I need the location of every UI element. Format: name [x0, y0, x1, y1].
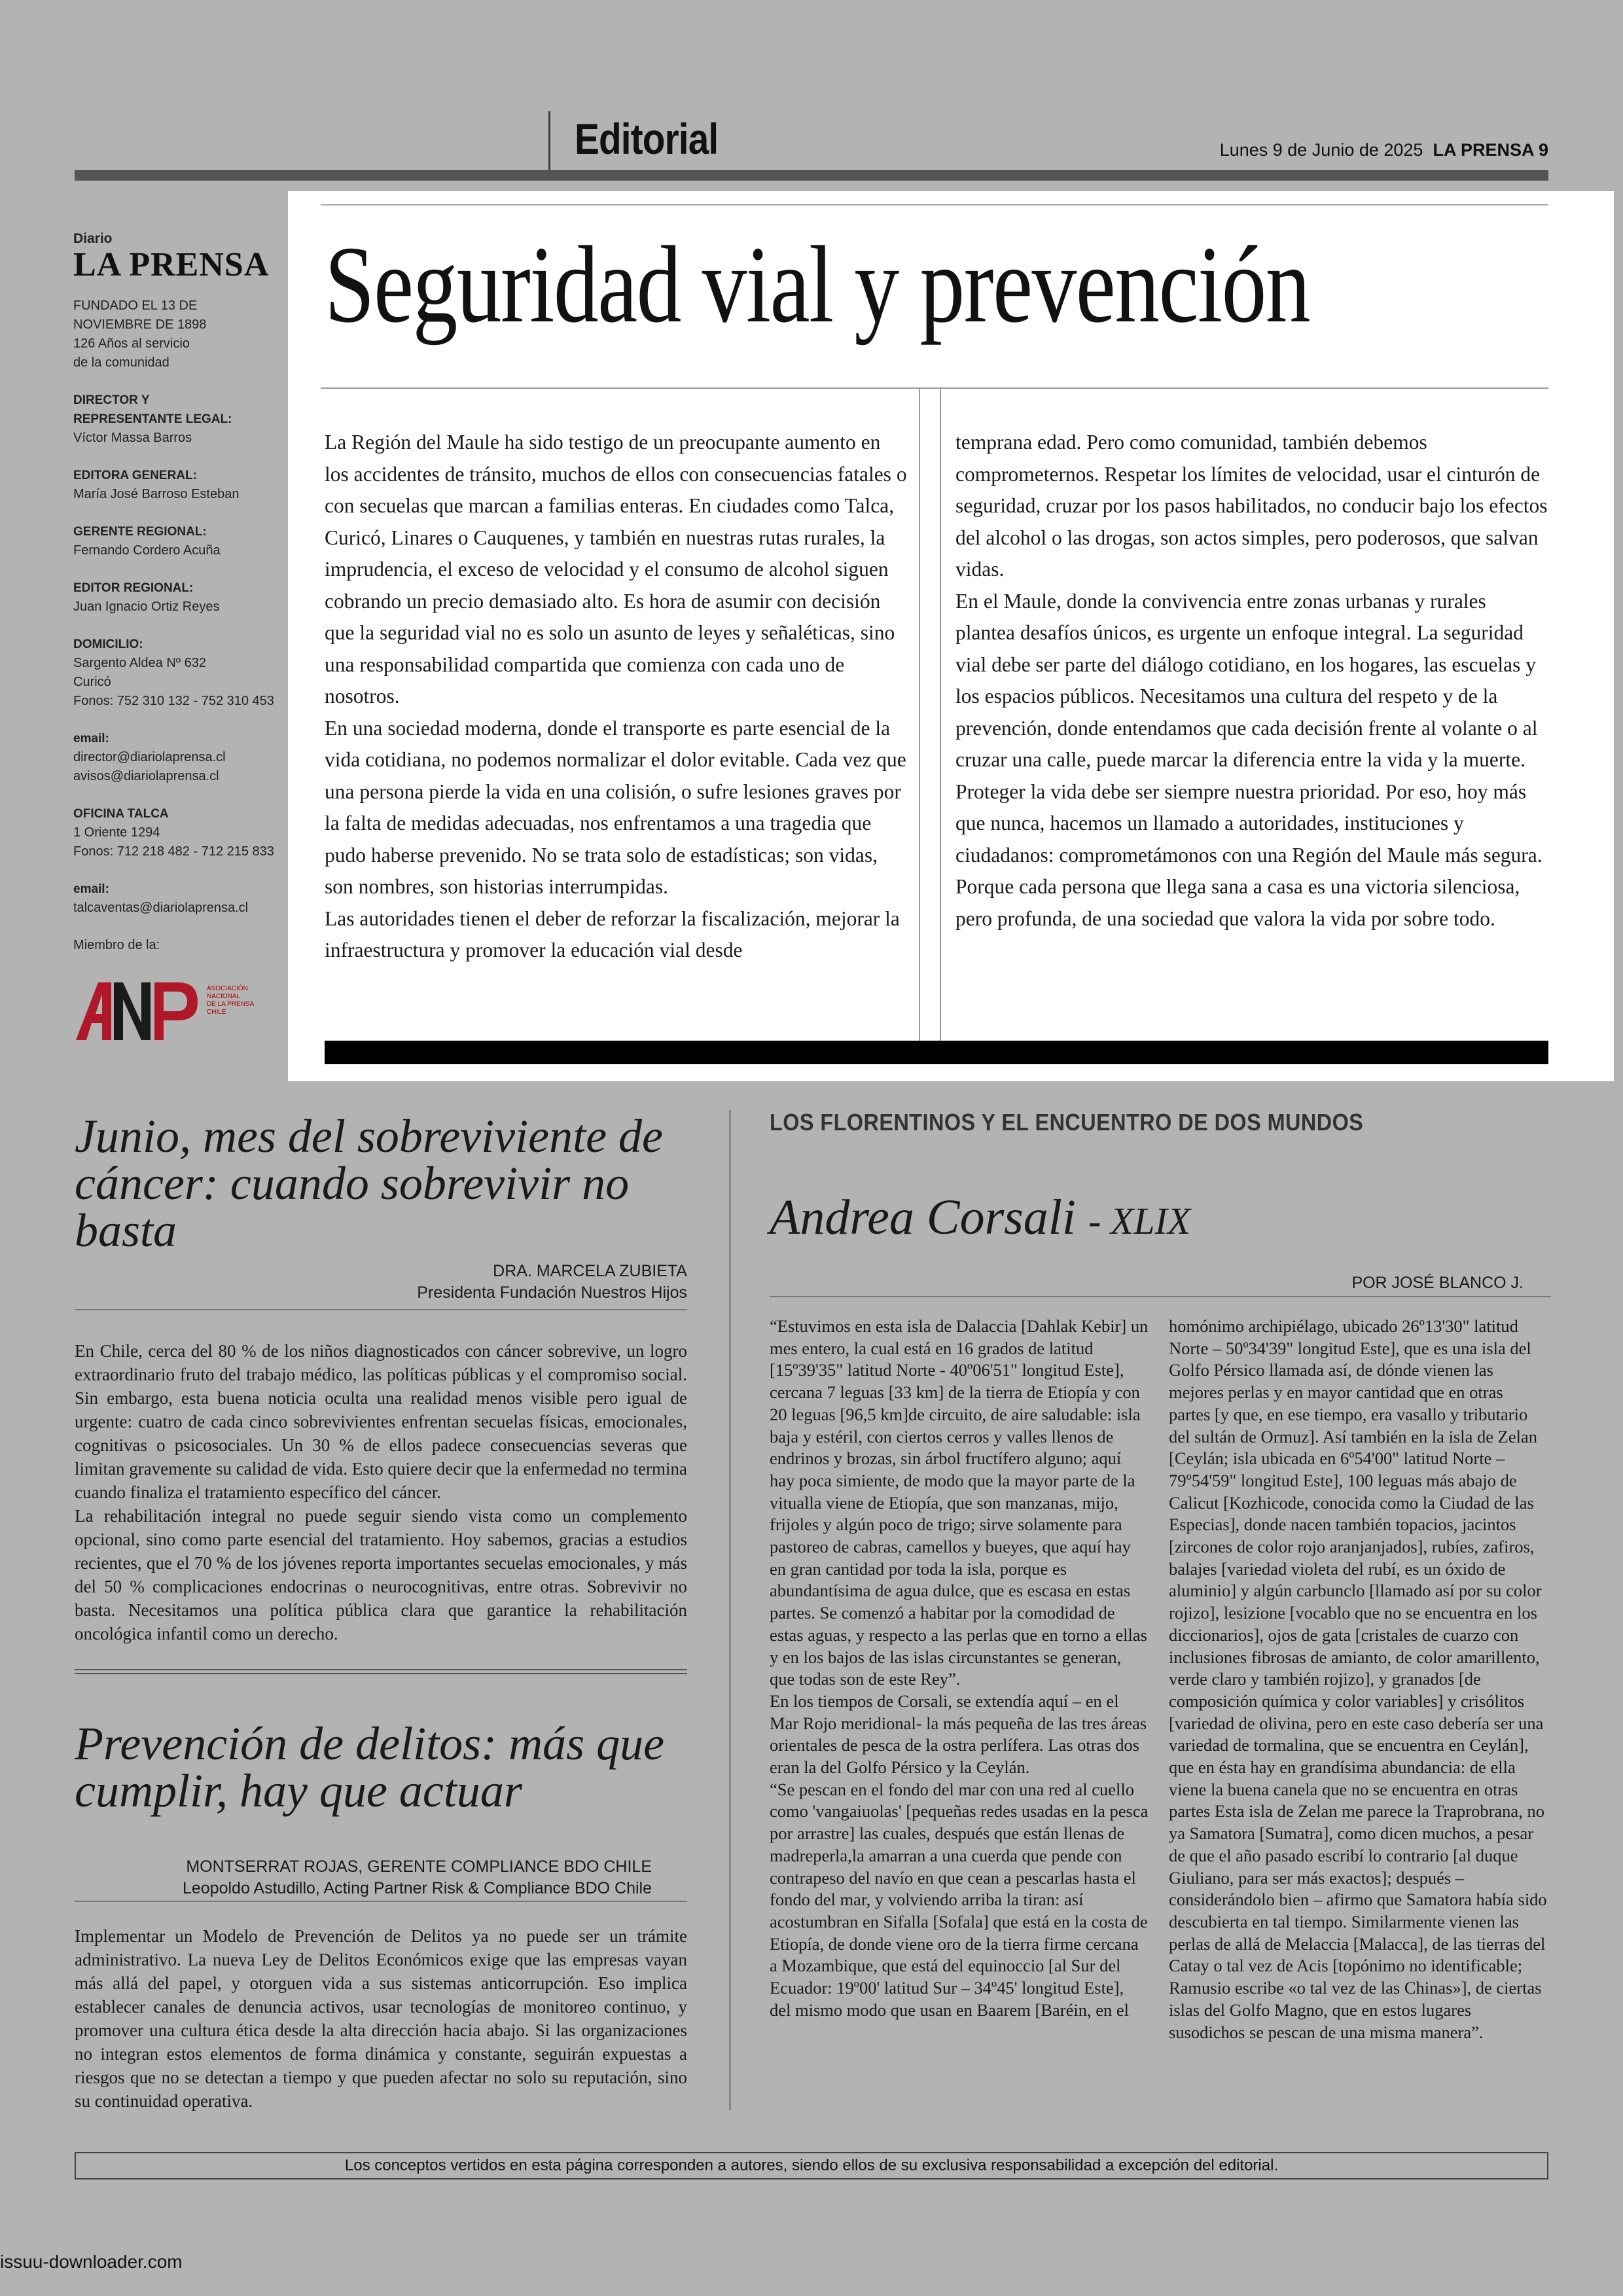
staff-label: OFICINA TALCA [73, 807, 169, 821]
article2-role: Leopoldo Astudillo, Acting Partner Risk & Compliance BDO Chile [182, 1879, 652, 1897]
staff-entry [73, 729, 283, 786]
paper-page: LA PRENSA 9 [1433, 140, 1548, 160]
editorial-bottom-bar [325, 1041, 1548, 1064]
article2-paragraph: Implementar un Modelo de Prevención de Delitos ya no puede ser un trámite administrativo. La nueva Ley de Delitos Económicos exige que las empresas vayan más allá del papel, y otorguen vida a sus sistemas anticorrupción. Eso implica establecer canales de denuncia activos, usar tecnologías de monitoreo continuo, y promover una cultura ética desde la alta dirección hacia abajo. Si las organizaciones no integran estos elementos de forma dinámica y constante, seguirán expuestas a riesgos que no se detectan a tiempo y que pueden afectar no solo su reputación, sino su continuidad operativa. [75, 1926, 687, 2111]
staff-entry [73, 880, 283, 918]
founded-line: 126 Años al servicio [73, 336, 190, 351]
editorial-title-rule [321, 387, 1548, 389]
article3-author: POR JOSÉ BLANCO J. [1351, 1274, 1524, 1292]
header-divider [548, 111, 550, 171]
founded-info [73, 296, 283, 372]
article1-byline [75, 1261, 687, 1304]
article3-column-1 [770, 1316, 1149, 2022]
staff-label: DIRECTOR Y [73, 393, 150, 407]
staff-label: EDITOR REGIONAL: [73, 581, 194, 595]
header-rule [75, 170, 1548, 181]
founded-line: NOVIEMBRE DE 1898 [73, 317, 207, 332]
article1-rule [75, 1309, 687, 1310]
editorial-top-rule [321, 204, 1548, 206]
editorial-column-rule [940, 387, 941, 1041]
staff-value: Sargento Aldea Nº 632 [73, 656, 207, 670]
staff-entry [73, 466, 283, 504]
article2-author: MONTSERRAT ROJAS, GERENTE COMPLIANCE BDO CHILE [186, 1857, 652, 1876]
article1-paragraph: En Chile, cerca del 80 % de los niños diagnosticados con cáncer sobrevive, un logro extraordinario fruto del trabajo médico, las políticas públicas y el compromiso social. Sin embargo, esta buena noticia oculta una realidad menos visible pero igual de urgente: cuatro de cada cinco sobrevivientes enfrentan secuelas físicas, emocionales, cognitivas o psicosociales. Un 30 % de ellos padece consecuencias severas que limitan gravemente su calidad de vida. Esto quiere decir que la enfermedad no termina cuando finaliza el tratamiento específico del cáncer. [75, 1341, 687, 1502]
article1-role: Presidenta Fundación Nuestros Hijos [417, 1283, 687, 1302]
editorial-paragraph: temprana edad. Pero como comunidad, también debemos comprometernos. Respetar los límites de velocidad, usar el cinturón de seguridad, cruzar por los pasos habilitados, no conducir bajo los efectos del alcohol o las drogas, son actos simples, pero poderosos, que salvan vidas. [955, 431, 1548, 581]
staff-entry [73, 635, 283, 711]
editorial-paragraph: La Región del Maule ha sido testigo de un preocupante aumento en los accidentes de tránsito, muchos de ellos con consecuencias fatales o con secuelas que marcan a familias enteras. En ciudades como Talca, Curicó, Linares o Cauquenes, y también en nuestras rutas rurales, la imprudencia, el exceso de velocidad y el consumo de alcohol siguen cobrando un precio demasiado alto. Es hora de asumir con decisión que la seguridad vial no es solo un asunto de leyes y señaléticas, sino una responsabilidad compartida que comienza con cada uno de nosotros. [325, 431, 907, 708]
section-title: Editorial [575, 115, 719, 163]
staff-value: avisos@diariolaprensa.cl [73, 769, 219, 783]
article-separator [75, 1669, 687, 1674]
founded-line: FUNDADO EL 13 DE [73, 298, 198, 313]
masthead [73, 229, 283, 1043]
article3-rule [770, 1296, 1551, 1297]
article3-paragraph: En los tiempos de Corsali, se extendía aquí – en el Mar Rojo meridional- la más pequeña de las tres áreas orientales de pesca de la ostra perlífera. Las otras dos eran la del Golfo Pérsico y la Ceylán. [770, 1691, 1147, 1778]
column-separator [729, 1110, 731, 2110]
staff-value: María José Barroso Esteban [73, 487, 240, 501]
editorial-column-rule [919, 387, 920, 1041]
anp-logo-caption [207, 985, 272, 1016]
article3-column-2 [1169, 1316, 1548, 2043]
masthead-brand: LA PRENSA [73, 246, 270, 283]
date-text: Lunes 9 de Junio de 2025 [1219, 140, 1423, 160]
page-date [1220, 140, 1548, 160]
article3-kicker: LOS FLORENTINOS Y EL ENCUENTRO DE DOS MUNDOS [770, 1109, 1364, 1136]
article1-paragraph: La rehabilitación integral no puede seguir siendo vista como un complemento opcional, sino como parte esencial del tratamiento. Hoy sabemos, gracias a estudios recientes, que el 70 % de los jóvenes reporta importantes secuelas emocionales, y más del 50 % complicaciones endocrinas o neurocognitivas, entre otras. Sobrevivir no basta. Necesitamos una política pública clara que garantice la rehabilitación oncológica infantil como un derecho. [75, 1506, 687, 1643]
article2-title: Prevención de delitos: más que cumplir, hay que actuar [75, 1717, 665, 1817]
staff-value: Fonos: 712 218 482 - 712 215 833 [73, 844, 274, 859]
article2-byline [75, 1856, 652, 1899]
logo-caption-line: ASOCIACIÓN [207, 985, 248, 992]
staff-entry [73, 391, 283, 448]
staff-entry [73, 579, 283, 617]
staff-value: Víctor Massa Barros [73, 431, 192, 445]
article3-title [770, 1191, 1190, 1247]
staff-list [73, 391, 283, 918]
masthead-diario: Diario [73, 231, 113, 246]
staff-value: talcaventas@diariolaprensa.cl [73, 901, 249, 915]
staff-value: Juan Ignacio Ortiz Reyes [73, 600, 220, 614]
article3-paragraph: “Se pescan en el fondo del mar con una red al cuello como 'vangaiuolas' [pequeñas redes usadas en la pesca por arrastre] las cuales, después que están llenas de madreperla,la amarran a una cuerda que pende con contrapeso del navío en que cean a pescarlas hasta el fondo del mar, y volviendo arriba la tiran: así acostumbran en Sifalla [Sofala] que está en la costa de Etiopía, de donde viene oro de la tierra firme cercana a Mozambique, que está del equinoccio [al Sur del Ecuador: 19º00' latitud Sur – 34º45' longitud Este], del mismo modo que usan en Baarem [Baréin, en el [770, 1779, 1149, 2020]
article3-title-main: Andrea Corsali [770, 1190, 1076, 1245]
member-label: Miembro de la: [73, 938, 160, 952]
editorial-paragraph: Las autoridades tienen el deber de reforzar la fiscalización, mejorar la infraestructura y promover la educación vial desde [325, 906, 900, 961]
editorial-paragraph: Proteger la vida debe ser siempre nuestra prioridad. Por eso, hoy más que nunca, hacemos un llamado a autoridades, instituciones y ciudadanos: comprometámonos con una Región del Maule más segura. Porque cada persona que llega sana a casa es una victoria silenciosa, pero profunda, de una sociedad que valora la vida por sobre todo. [955, 780, 1543, 930]
article3-paragraph: homónimo archipiélago, ubicado 26º13'30" latitud Norte – 50º34'39" longitud Este], que es una isla del Golfo Pérsico llamada así, de dónde vienen las mejores perlas y en mayor cantidad que en otras partes [y que, en ese tiempo, era vasallo y tributario del sultán de Ormuz]. Así también en la isla de Zelan [Ceylán; isla ubicada en 6º54'00" latitud Norte – 79º54'59" longitud Este], 100 leguas más abajo de Calicut [Kozhicode, conocida como la Ciudad de las Especias], donde nacen también topacios, jacintos [zircones de color rojo aranjanjados], rubíes, zafiros, balajes [variedad violeta del rubí, es un óxido de aluminio] y algún carbunclo [llamado así por su color rojizo], lesizione [vocablo que no se encuentra en los diccionarios], ojos de gata [cristales de cuarzo con inclusiones fibrosas de amianto, de color amarillento, verde claro y también rojizo], y granados [de composición química y color variables] y crisólitos [variedad de olivina, pero en este caso debería ser una variedad de tormalina, que se encuentra en Ceylán], que en ésta hay en grandísima abundancia: de ella viene la buena canela que no se encuentra en otras partes Esta isla de Zelan me parece la Traprobrana, no ya Samatora [Sumatra], como dicen muchos, a pesar de que el año pasado escribí lo contrario [al duque Giuliano, para ser más exactos]; después – considerándolo bien – afirmo que Samatora había sido descubierta en tal tiempo. Similarmente vienen las perlas de allá de Melaccia [Malacca], de las tierras del Catay o tal vez de Acis [topónimo no identificable; Ramusio escribe «o tal vez de las Chinas»], de ciertas islas del Golfo Magno, que en estos lugares susodichos se pescan de una misma manera”. [1169, 1316, 1547, 2042]
article3-paragraph: “Estuvimos en esta isla de Dalaccia [Dahlak Kebir] un mes entero, la cual está en 16 grados de latitud [15º39'35" latitud Norte - 40º06'51" longitud Este], cercana 7 leguas [33 km] de la tierra de Etiopía y con 20 leguas [96,5 km]de circuito, de aire saludable: isla baja y estéril, con ciertos cerros y valles llenos de endrinos y brozas, sin árbol fructífero alguno; aquí hay poca simiente, de modo que la mayor parte de la vitualla viene de Etiopía, que son manzanas, mijo, frijoles y algún poco de trigo; sirve solamente para pastoreo de cabras, camellos y bueyes, que aquí hay en gran cantidad por toda la isla, porque es abundantísima de agua dulce, que es escasa en estas partes. Se comenzó a habitar por la comodidad de estas aguas, y respecto a las perlas que en torno a ellas y en los bajos de las islas circunstantes se generan, que todas son de este Rey”. [770, 1316, 1149, 1689]
editorial-column-2 [955, 427, 1548, 935]
logo-caption-line: CHILE [207, 1009, 226, 1016]
staff-label: DOMICILIO: [73, 637, 143, 651]
article1-author: DRA. MARCELA ZUBIETA [493, 1262, 687, 1280]
article3-title-sub: - XLIX [1088, 1200, 1191, 1242]
staff-label: EDITORA GENERAL: [73, 469, 197, 482]
staff-entry [73, 804, 283, 861]
watermark: issuu-downloader.com [0, 2251, 183, 2272]
editorial-paragraph: En el Maule, donde la convivencia entre zonas urbanas y rurales plantea desafíos únicos, es urgente un enfoque integral. La seguridad vial debe ser parte del diálogo cotidiano, en los hogares, las escuelas y los espacios públicos. Necesitamos una cultura del respeto y de la prevención, donde entendamos que cada decisión frente al volante o al cruzar una calle, puede marcar la diferencia entre la vida y la muerte. [955, 589, 1538, 771]
staff-value: director@diariolaprensa.cl [73, 750, 226, 764]
anp-logo-icon [73, 977, 204, 1043]
staff-entry [73, 522, 283, 560]
article2-body [75, 1924, 687, 2113]
staff-label: GERENTE REGIONAL: [73, 525, 207, 539]
staff-value: Fonos: 752 310 132 - 752 310 453 [73, 694, 274, 708]
editorial-title: Seguridad vial y prevención [325, 224, 1310, 346]
staff-label: email: [73, 882, 109, 896]
staff-value: Curicó [73, 675, 111, 689]
editorial-paragraph: En una sociedad moderna, donde el transporte es parte esencial de la vida cotidiana, no podemos normalizar el dolor evitable. Cada vez que una persona pierde la vida en una colisión, o sufre lesiones graves por la falta de medidas adecuadas, nos enfrentamos a una tragedia que pudo haberse prevenido. No se trata solo de estadísticas; son vidas, son nombres, son historias interrumpidas. [325, 716, 906, 898]
staff-label: REPRESENTANTE LEGAL: [73, 412, 232, 426]
article2-rule [75, 1901, 687, 1902]
staff-value: 1 Oriente 1294 [73, 825, 160, 840]
logo-caption-line: NACIONAL [207, 993, 241, 1000]
article1-body [75, 1339, 687, 1645]
staff-label: email: [73, 732, 109, 745]
footer-disclaimer: Los conceptos vertidos en esta página corresponden a autores, siendo ellos de su exclusiva responsabilidad a excepción del editorial. [75, 2152, 1548, 2179]
staff-value: Fernando Cordero Acuña [73, 543, 221, 558]
founded-line: de la comunidad [73, 355, 169, 370]
logo-caption-line: DE LA PRENSA [207, 1001, 255, 1008]
anp-logo [73, 977, 283, 1043]
editorial-column-1 [325, 427, 908, 967]
article1-title: Junio, mes del sobreviviente de cáncer: cuando sobrevivir no basta [75, 1110, 664, 1257]
